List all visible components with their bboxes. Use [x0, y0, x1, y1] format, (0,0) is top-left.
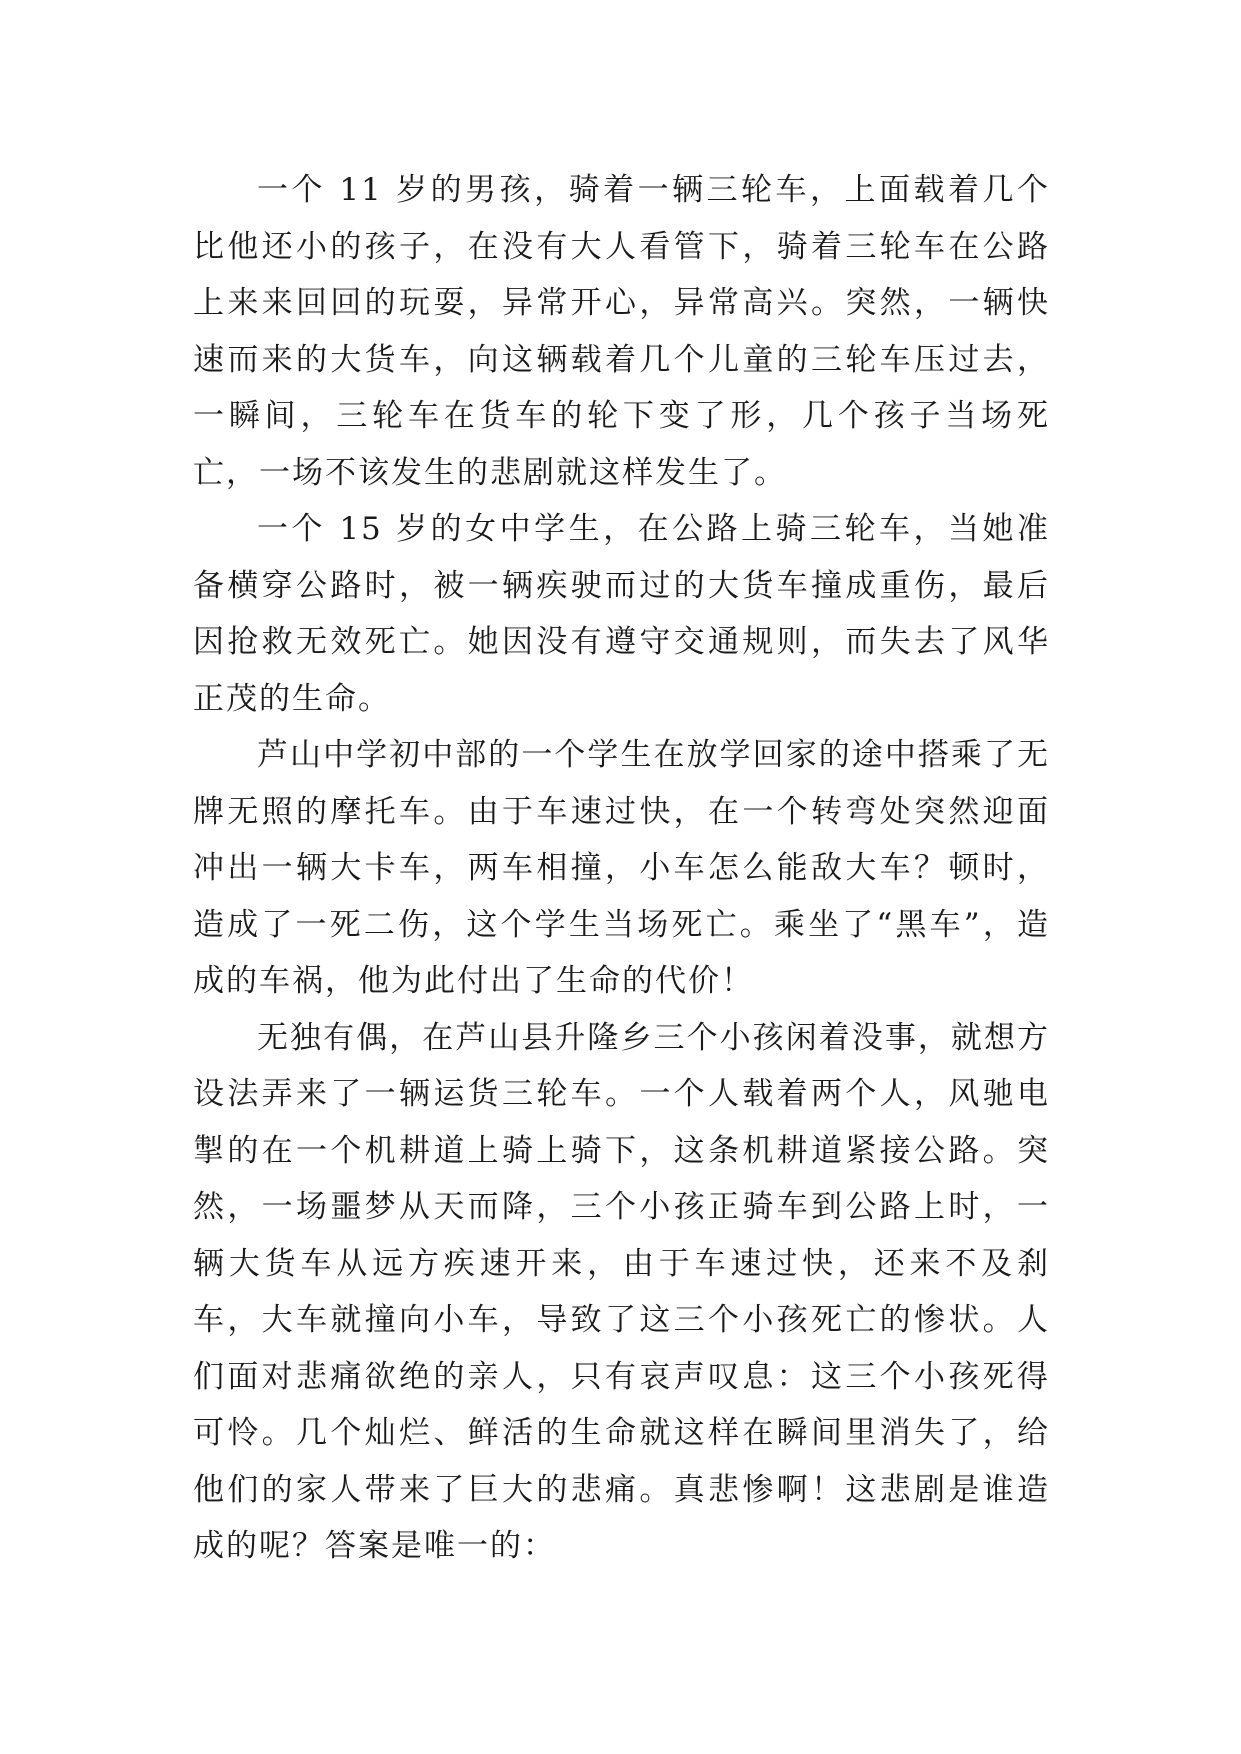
- paragraph-3: 芦山中学初中部的一个学生在放学回家的途中搭乘了无牌无照的摩托车。由于车速过快，在一个转弯处突然迎面冲出一辆大卡车，两车相撞，小车怎么能敌大车？顿时，造成了一死二伤，这个学生当场死亡。乘坐了“黑车”，造成的车祸，他为此付出了生命的代价！: [193, 737, 1050, 999]
- paragraph-4: 无独有偶，在芦山县升隆乡三个小孩闲着没事，就想方设法弄来了一辆运货三轮车。一个人载着两个人，风驰电掣的在一个机耕道上骑上骑下，这条机耕道紧接公路。突然，一场噩梦从天而降，三个小孩正骑车到公路上时，一辆大货车从远方疾速开来，由于车速过快，还来不及刹车，大车就撞向小车，导致了这三个小孩死亡的惨状。人们面对悲痛欲绝的亲人，只有哀声叹息：这三个小孩死得可怜。几个灿烂、鲜活的生命就这样在瞬间里消失了，给他们的家人带来了巨大的悲痛。真悲惨啊！这悲剧是谁造成的呢？答案是唯一的：: [193, 1019, 1050, 1564]
- document-body: [193, 162, 1050, 1575]
- paragraph-2: 一个 15 岁的女中学生，在公路上骑三轮车，当她准备横穿公路时，被一辆疾驶而过的大货车撞成重伤，最后因抢救无效死亡。她因没有遵守交通规则，而失去了风华正茂的生命。: [193, 511, 1050, 717]
- paragraph-1: 一个 11 岁的男孩，骑着一辆三轮车，上面载着几个比他还小的孩子，在没有大人看管下，骑着三轮车在公路上来来回回的玩耍，异常开心，异常高兴。突然，一辆快速而来的大货车，向这辆载着几个儿童的三轮车压过去，一瞬间，三轮车在货车的轮下变了形，几个孩子当场死亡，一场不该发生的悲剧就这样发生了。: [193, 172, 1050, 491]
